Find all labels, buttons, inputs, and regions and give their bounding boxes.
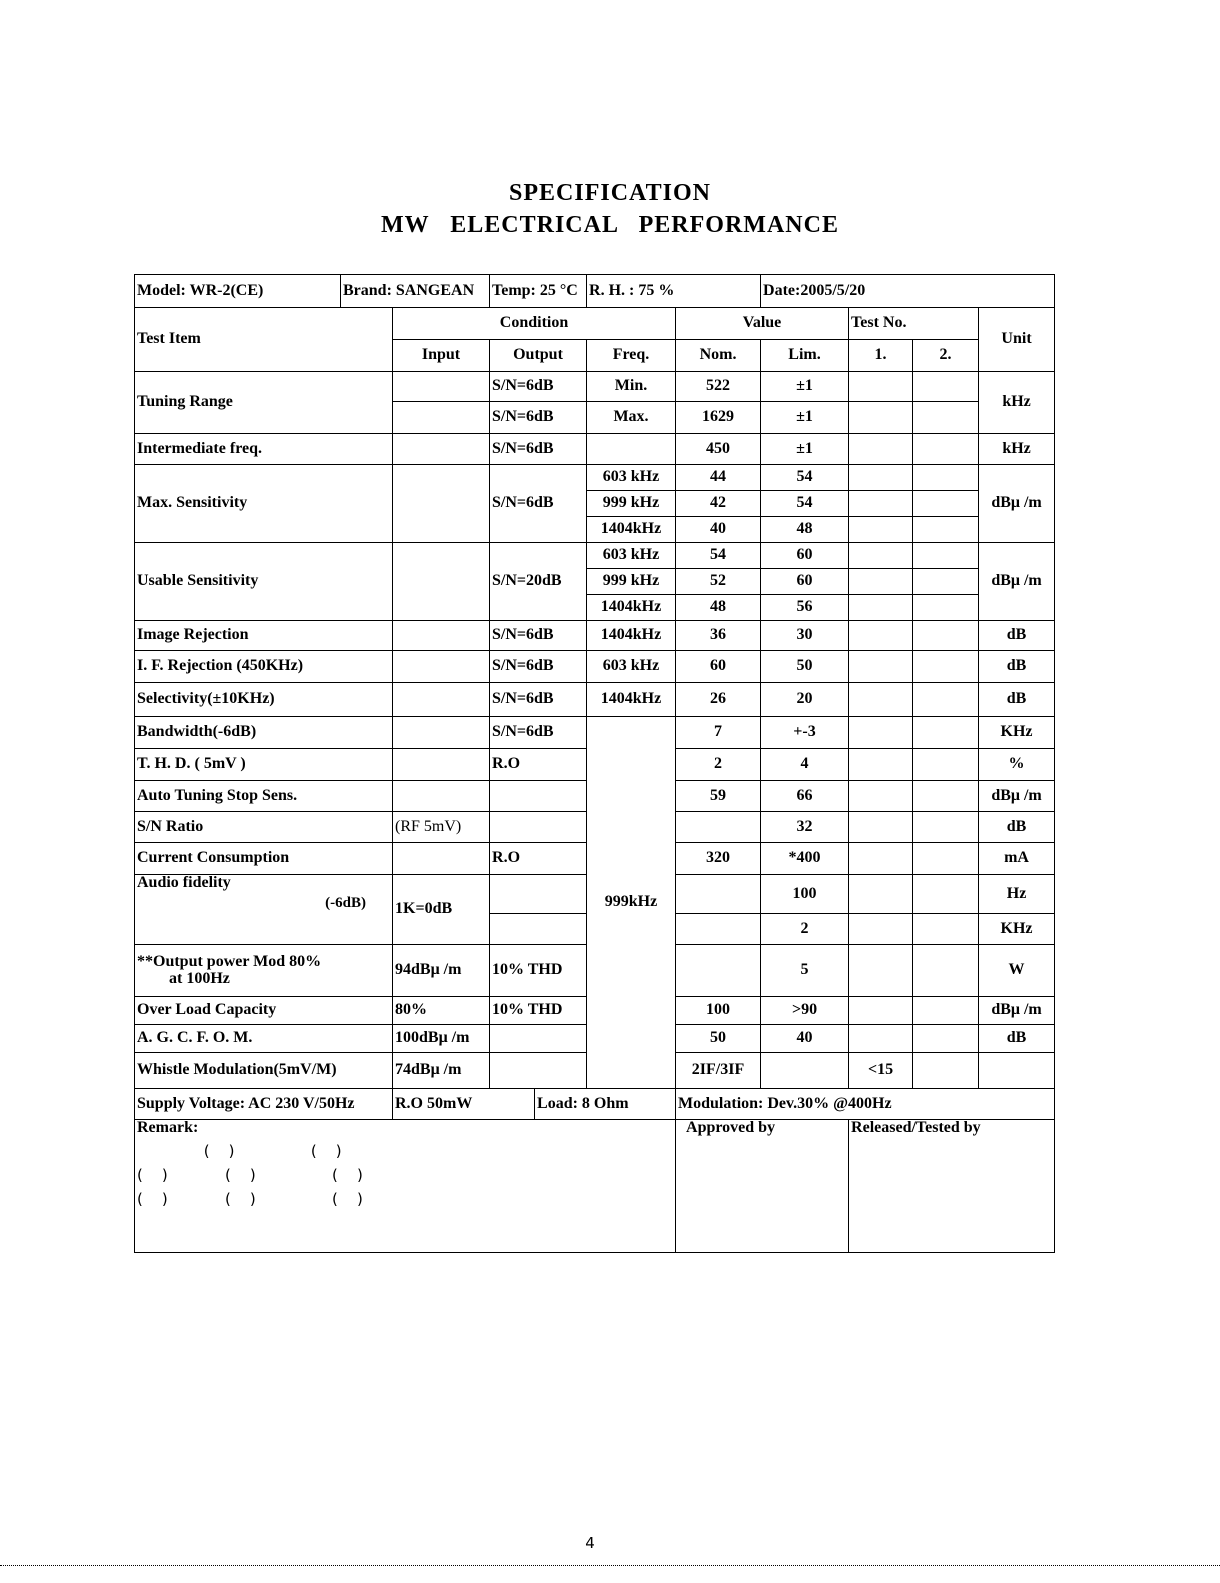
- freq-cell: 2IF/3IF: [676, 1053, 761, 1089]
- freq-cell: Min.: [587, 372, 676, 402]
- lim-cell: <15: [849, 1053, 913, 1089]
- lim-cell: 54: [761, 491, 849, 517]
- info-row: [135, 275, 1055, 308]
- load-cell: Load: 8 Ohm: [535, 1089, 676, 1120]
- nom-cell: 100: [676, 997, 761, 1025]
- lim-header: Lim.: [761, 340, 849, 372]
- remark-line: ( ) ( ) ( ): [137, 1165, 363, 1184]
- released-tested-by-cell: Released/Tested by: [849, 1120, 1055, 1253]
- approved-by-cell: Approved by: [676, 1120, 849, 1253]
- output-cell: S/N=6dB: [490, 621, 587, 651]
- page-number: 4: [585, 1534, 595, 1552]
- row-label: S/N Ratio: [135, 812, 393, 843]
- row-label: A. G. C. F. O. M.: [135, 1025, 393, 1053]
- table-row: [135, 372, 1055, 402]
- remark-line: ( ) ( ): [137, 1141, 342, 1160]
- input-cell: 94dBμ /m: [393, 945, 490, 997]
- header-row-1: [135, 308, 1055, 340]
- freq-cell: 1404kHz: [587, 595, 676, 621]
- unit-cell: dB: [979, 1025, 1055, 1053]
- input-cell: 80%: [393, 997, 490, 1025]
- lim-cell: 40: [761, 1025, 849, 1053]
- nom-cell: 26: [676, 683, 761, 717]
- unit-cell: kHz: [979, 434, 1055, 465]
- shared-freq-cell: 999kHz: [587, 717, 676, 1089]
- row-label: Intermediate freq.: [135, 434, 393, 465]
- supply-voltage-cell: Supply Voltage: AC 230 V/50Hz: [135, 1089, 393, 1120]
- table-row: [135, 651, 1055, 683]
- output-cell: R.O: [490, 843, 587, 875]
- table-row: [135, 543, 1055, 569]
- nom-cell: 48: [676, 595, 761, 621]
- output-cell: R.O: [490, 749, 587, 781]
- freq-cell: 603 kHz: [587, 651, 676, 683]
- unit-cell: Hz: [979, 875, 1055, 914]
- nom-cell: 40: [676, 517, 761, 543]
- row-label: [135, 945, 393, 997]
- output-cell: S/N=6dB: [490, 465, 587, 543]
- nom-cell: 1629: [676, 402, 761, 434]
- nom-cell: 7: [676, 717, 761, 749]
- lim-cell: 30: [761, 621, 849, 651]
- lim-cell: +-3: [761, 717, 849, 749]
- unit-cell: mA: [979, 843, 1055, 875]
- audio-sub-label: (-6dB): [325, 894, 366, 911]
- unit-cell: KHz: [979, 914, 1055, 945]
- lim-cell: 56: [761, 595, 849, 621]
- table-row: [135, 465, 1055, 491]
- row-label: Tuning Range: [135, 372, 393, 434]
- nom-header: Nom.: [676, 340, 761, 372]
- unit-cell: dB: [979, 651, 1055, 683]
- rh-cell: R. H. : 75 %: [587, 275, 761, 308]
- nom-cell: 52: [676, 569, 761, 595]
- freq-cell: 999 kHz: [587, 569, 676, 595]
- lim-cell: ±1: [761, 434, 849, 465]
- lim-cell: 5: [761, 945, 849, 997]
- output-cell: S/N=6dB: [490, 434, 587, 465]
- unit-cell: dB: [979, 621, 1055, 651]
- output-cell: 10% THD: [490, 945, 587, 997]
- modulation-cell: Modulation: Dev.30% @400Hz: [676, 1089, 1055, 1120]
- freq-cell: 1404kHz: [587, 621, 676, 651]
- supply-row: [135, 1089, 1055, 1120]
- table-row: [135, 683, 1055, 717]
- input-cell: 74dBμ /m: [393, 1053, 490, 1089]
- output-cell: S/N=6dB: [490, 717, 587, 749]
- row-label: Auto Tuning Stop Sens.: [135, 781, 393, 812]
- doc-subtitle: MW ELECTRICAL PERFORMANCE: [381, 212, 839, 238]
- freq-cell: 603 kHz: [587, 543, 676, 569]
- output-cell: S/N=6dB: [490, 402, 587, 434]
- unit-cell: dBμ /m: [979, 997, 1055, 1025]
- row-label: Image Rejection: [135, 621, 393, 651]
- test-no-header: Test No.: [849, 308, 979, 340]
- freq-cell: 1404kHz: [587, 517, 676, 543]
- row-label: Over Load Capacity: [135, 997, 393, 1025]
- input-cell: 100dBμ /m: [393, 1025, 490, 1053]
- test-item-header: Test Item: [135, 308, 393, 372]
- nom-cell: 59: [676, 781, 761, 812]
- freq-cell: 999 kHz: [587, 491, 676, 517]
- lim-cell: 4: [761, 749, 849, 781]
- unit-cell: dBμ /m: [979, 465, 1055, 543]
- temp-cell: Temp: 25 °C: [490, 275, 587, 308]
- nom-cell: 450: [676, 434, 761, 465]
- test2-header: 2.: [913, 340, 979, 372]
- unit-header: Unit: [979, 308, 1055, 372]
- audio-label: Audio fidelity: [137, 874, 231, 891]
- table-row: [135, 434, 1055, 465]
- table-row: [135, 717, 1055, 749]
- row-label: Current Consumption: [135, 843, 393, 875]
- spec-table: [134, 274, 1055, 1253]
- row-label: T. H. D. ( 5mV ): [135, 749, 393, 781]
- nom-cell: 522: [676, 372, 761, 402]
- lim-cell: 60: [761, 543, 849, 569]
- input-cell: (RF 5mV): [393, 812, 490, 843]
- date-cell: Date:2005/5/20: [761, 275, 1055, 308]
- doc-title: SPECIFICATION: [509, 180, 711, 206]
- lim-cell: 54: [761, 465, 849, 491]
- nom-cell: 2: [676, 749, 761, 781]
- nom-cell: 50: [676, 1025, 761, 1053]
- freq-header: Freq.: [587, 340, 676, 372]
- model-cell: Model: WR-2(CE): [135, 275, 341, 308]
- remark-checklist: [137, 1139, 673, 1211]
- unit-cell: dB: [979, 683, 1055, 717]
- row-label: Usable Sensitivity: [135, 543, 393, 621]
- table-row: [135, 621, 1055, 651]
- nom-cell: 44: [676, 465, 761, 491]
- lim-cell: 2: [761, 914, 849, 945]
- remark-row: [135, 1120, 1055, 1253]
- condition-header: Condition: [393, 308, 676, 340]
- test1-header: 1.: [849, 340, 913, 372]
- lim-cell: ±1: [761, 402, 849, 434]
- row-label: I. F. Rejection (450KHz): [135, 651, 393, 683]
- unit-cell: %: [979, 749, 1055, 781]
- output-power-label: **Output power Mod 80%: [137, 952, 322, 970]
- ro-cell: R.O 50mW: [393, 1089, 535, 1120]
- output-cell: 10% THD: [490, 997, 587, 1025]
- lim-cell: 60: [761, 569, 849, 595]
- nom-cell: 54: [676, 543, 761, 569]
- output-header: Output: [490, 340, 587, 372]
- lim-cell: ±1: [761, 372, 849, 402]
- input-cell: 1K=0dB: [393, 875, 490, 945]
- value-header: Value: [676, 308, 849, 340]
- output-cell: S/N=20dB: [490, 543, 587, 621]
- lim-cell: 50: [761, 651, 849, 683]
- lim-cell: >90: [761, 997, 849, 1025]
- row-label: Whistle Modulation(5mV/M): [135, 1053, 393, 1089]
- remark-line: ( ) ( ) ( ): [137, 1189, 363, 1208]
- nom-cell: 320: [676, 843, 761, 875]
- brand-cell: Brand: SANGEAN: [341, 275, 490, 308]
- unit-cell: KHz: [979, 717, 1055, 749]
- lim-cell: 66: [761, 781, 849, 812]
- output-cell: S/N=6dB: [490, 372, 587, 402]
- row-label: Max. Sensitivity: [135, 465, 393, 543]
- nom-cell: 42: [676, 491, 761, 517]
- freq-cell: 603 kHz: [587, 465, 676, 491]
- freq-cell: 1404kHz: [587, 683, 676, 717]
- lim-cell: *400: [761, 843, 849, 875]
- freq-cell: Max.: [587, 402, 676, 434]
- remark-label: Remark:: [137, 1119, 199, 1136]
- remark-cell: [135, 1120, 676, 1253]
- output-cell: S/N=6dB: [490, 651, 587, 683]
- unit-cell: dBμ /m: [979, 543, 1055, 621]
- input-header: Input: [393, 340, 490, 372]
- row-label: [135, 875, 393, 945]
- unit-cell: kHz: [979, 372, 1055, 434]
- page-bottom-divider: [0, 1565, 1220, 1566]
- output-power-sub-label: at 100Hz: [169, 969, 230, 987]
- row-label: Selectivity(±10KHz): [135, 683, 393, 717]
- unit-cell: dB: [979, 812, 1055, 843]
- nom-cell: 36: [676, 621, 761, 651]
- lim-cell: 100: [761, 875, 849, 914]
- lim-cell: 20: [761, 683, 849, 717]
- lim-cell: 48: [761, 517, 849, 543]
- unit-cell: dBμ /m: [979, 781, 1055, 812]
- row-label: Bandwidth(-6dB): [135, 717, 393, 749]
- unit-cell: W: [979, 945, 1055, 997]
- nom-cell: 60: [676, 651, 761, 683]
- lim-cell: 32: [761, 812, 849, 843]
- output-cell: S/N=6dB: [490, 683, 587, 717]
